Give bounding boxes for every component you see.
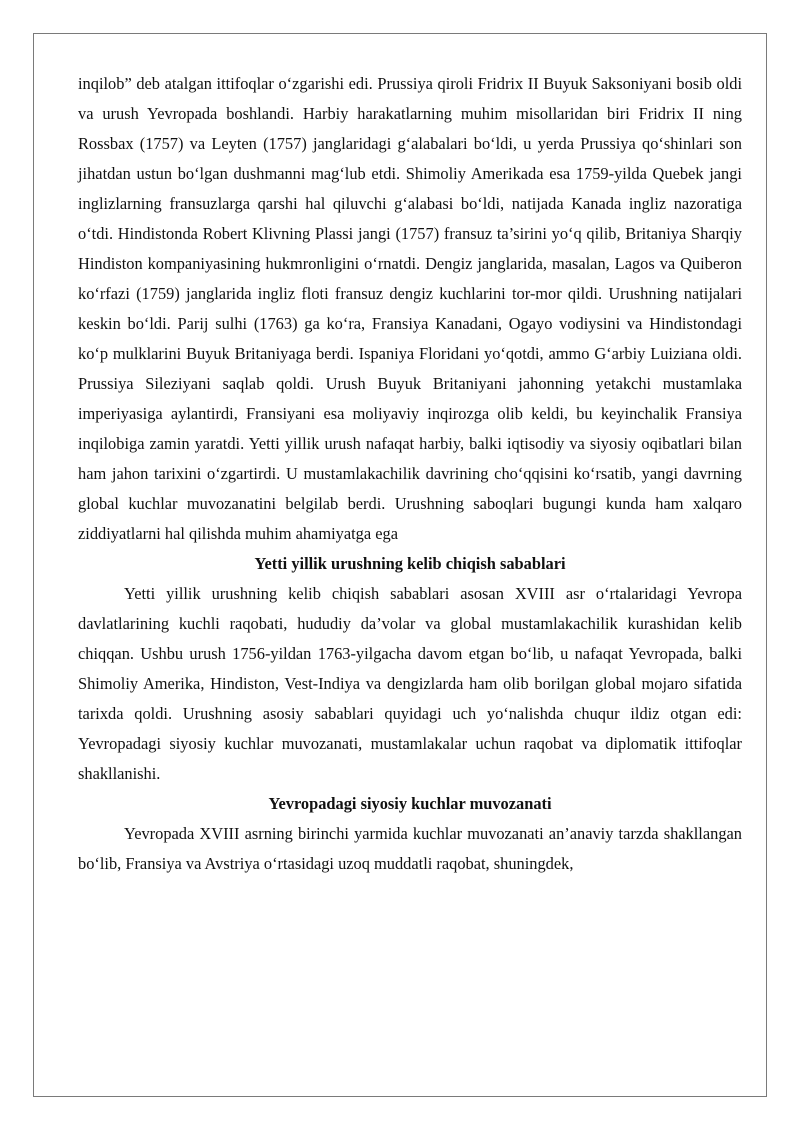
section-heading: Yetti yillik urushning kelib chiqish sabablari — [254, 554, 566, 573]
section-heading: Yevropadagi siyosiy kuchlar muvozanati — [268, 794, 552, 813]
paragraph: Yevropada XVIII asrning birinchi yarmida kuchlar muvozanati an’anaviy tarzda shakllangan bo‘lib, Fransiya va Avstriya o‘rtasidagi uzoq muddatli raqobat, shuningdek, — [78, 824, 742, 873]
paragraph: inqilob” deb atalgan ittifoqlar o‘zgarishi edi. Prussiya qiroli Fridrix II Buyuk Saksoniyani bosib oldi va urush Yevropada boshlandi. Harbiy harakatlarning muhim misollaridan biri Fridrix II ning Rossbax (1757) va Leyten (1757) janglaridagi g‘alabalari bo‘ldi, u yerda Prussiya qo‘shinlari son jihatdan ustun bo‘lgan dushmanni mag‘lub etdi. Shimoliy Amerikada esa 1759-yilda Quebek jangi inglizlarning fransuzlarga qarshi hal qiluvchi g‘alabasi bo‘ldi, natijada Kanada ingliz nazoratiga o‘tdi. Hindistonda Robert Klivning Plassi jangi (1757) fransuz ta’sirini yo‘q qilib, Britaniya Sharqiy Hindiston kompaniyasining hukmronligini o‘rnatdi. Dengiz janglarida, masalan, Lagos va Quiberon ko‘rfazi (1759) janglarida ingliz floti fransuz dengiz kuchlarini tor-mor qildi. Urushning natijalari keskin bo‘ldi. Parij sulhi (1763) ga ko‘ra, Fransiya Kanadani, Ogayo vodiysini va Hindistondagi ko‘p mulklarini Buyuk Britaniyaga berdi. Ispaniya Floridani yo‘qotdi, ammo G‘arbiy Luiziana oldi. Prussiya Sileziyani saqlab qoldi. Urush Buyuk Britaniyani jahonning yetakchi mustamlaka imperiyasiga aylantirdi, Fransiyani esa moliyaviy inqirozga olib keldi, bu keyinchalik Fransiya inqilobiga zamin yaratdi. Yetti yillik urush nafaqat harbiy, balki iqtisodiy va siyosiy oqibatlari bilan ham jahon tarixini o‘zgartirdi. U mustamlakachilik davrining cho‘qqisini ko‘rsatib, yangi davrning global kuchlar muvozanatini belgilab berdi. Urushning saboqlari bugungi kunda ham xalqaro ziddiyatlarni hal qilishda muhim ahamiyatga ega — [78, 74, 742, 543]
paragraph: Yetti yillik urushning kelib chiqish sabablari asosan XVIII asr o‘rtalaridagi Yevropa davlatlarining kuchli raqobati, hududiy da’volar va global mustamlakachilik kurashidan kelib chiqqan. Ushbu urush 1756-yildan 1763-yilgacha davom etgan bo‘lib, u nafaqat Yevropada, balki Shimoliy Amerika, Hindiston, Vest-Indiya va dengizlarda ham olib borilgan global mojaro sifatida tarixda qoldi. Urushning asosiy sabablari quyidagi uch yo‘nalishda chuqur ildiz otgan edi: Yevropadagi siyosiy kuchlar muvozanati, mustamlakalar uchun raqobat va diplomatik ittifoqlar shakllanishi. — [78, 584, 742, 783]
document-body — [78, 69, 742, 879]
